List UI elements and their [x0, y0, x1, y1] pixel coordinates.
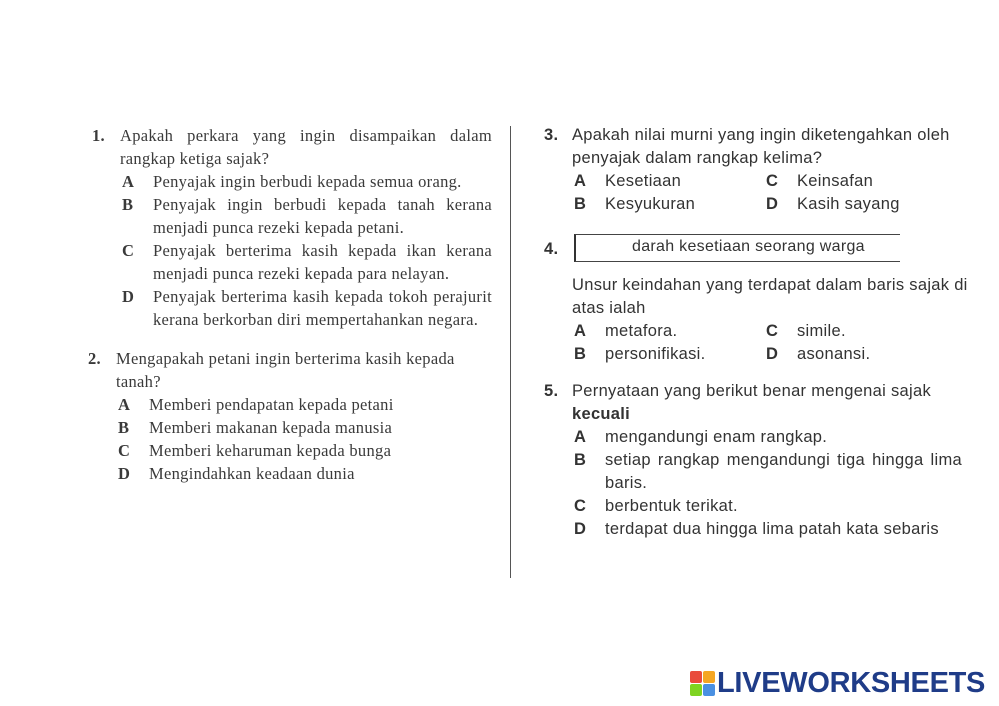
option-c[interactable]: C simile. — [766, 322, 846, 340]
question-stem: Pernyataan yang berikut benar mengenai sajak kecuali — [572, 382, 932, 423]
option-b[interactable]: B setiap rangkap mengandungi tiga hingga lima baris. — [574, 451, 962, 492]
logo-mark-cell — [690, 671, 702, 683]
question-4 — [540, 234, 980, 366]
option-c[interactable]: C Memberi keharuman kepada bunga — [118, 441, 392, 460]
logo-mark-cell — [703, 684, 715, 696]
question-stem: Unsur keindahan yang terdapat dalam baris sajak di atas ialah — [572, 276, 968, 317]
option-c[interactable]: C Penyajak berterima kasih kepada ikan kerana menjadi punca rezeki kepada para nelayan. — [122, 241, 492, 283]
left-column — [88, 120, 492, 485]
option-d[interactable]: D asonansi. — [766, 345, 871, 363]
question-1 — [88, 124, 492, 331]
option-c[interactable]: C Keinsafan — [766, 172, 874, 190]
right-column — [540, 120, 980, 541]
option-b[interactable]: B Penyajak ingin berbudi kepada tanah kerana menjadi punca rezeki kepada petani. — [122, 195, 492, 237]
option-a[interactable]: A Memberi pendapatan kepada petani — [118, 395, 394, 414]
question-stem: Apakah perkara yang ingin disampaikan dalam rangkap ketiga sajak? — [120, 126, 492, 168]
question-number: 4. — [544, 240, 559, 258]
options-grid — [572, 320, 980, 366]
question-number: 1. — [92, 126, 105, 145]
question-number: 2. — [88, 349, 101, 368]
keyword-kecuali: kecuali — [572, 405, 631, 423]
option-b[interactable]: B personifikasi. — [574, 345, 706, 363]
question-2 — [88, 347, 492, 485]
question-5 — [540, 380, 980, 541]
option-b[interactable]: B Memberi makanan kepada manusia — [118, 418, 393, 437]
option-d[interactable]: D Kasih sayang — [766, 195, 900, 213]
option-a[interactable]: A mengandungi enam rangkap. — [574, 428, 828, 446]
question-stem: Apakah nilai murni yang ingin diketengahkan oleh penyajak dalam rangkap kelima? — [572, 126, 950, 167]
option-c[interactable]: C berbentuk terikat. — [574, 497, 738, 515]
logo-mark-icon — [690, 671, 715, 696]
question-3 — [540, 124, 980, 216]
option-d[interactable]: D Mengindahkan keadaan dunia — [118, 464, 355, 483]
quoted-line-box: darah kesetiaan seorang warga — [574, 234, 900, 262]
option-d[interactable]: D Penyajak berterima kasih kepada tokoh perajurit kerana berkorban diri mempertahankan negara. — [122, 287, 492, 329]
column-divider — [510, 126, 511, 578]
logo-mark-cell — [703, 671, 715, 683]
logo-text: LIVEWORKSHEETS — [717, 666, 986, 699]
option-a[interactable]: A Penyajak ingin berbudi kepada semua orang. — [122, 172, 462, 191]
option-a[interactable]: A Kesetiaan — [574, 172, 682, 190]
question-stem: Mengapakah petani ingin berterima kasih kepada tanah? — [116, 349, 455, 391]
question-number: 5. — [544, 382, 559, 400]
option-d[interactable]: D terdapat dua hingga lima patah kata sebaris — [574, 520, 939, 538]
liveworksheets-logo[interactable] — [690, 666, 985, 700]
logo-mark-cell — [690, 684, 702, 696]
question-number: 3. — [544, 126, 559, 144]
options-grid — [572, 170, 980, 216]
option-b[interactable]: B Kesyukuran — [574, 195, 696, 213]
option-a[interactable]: A metafora. — [574, 322, 678, 340]
